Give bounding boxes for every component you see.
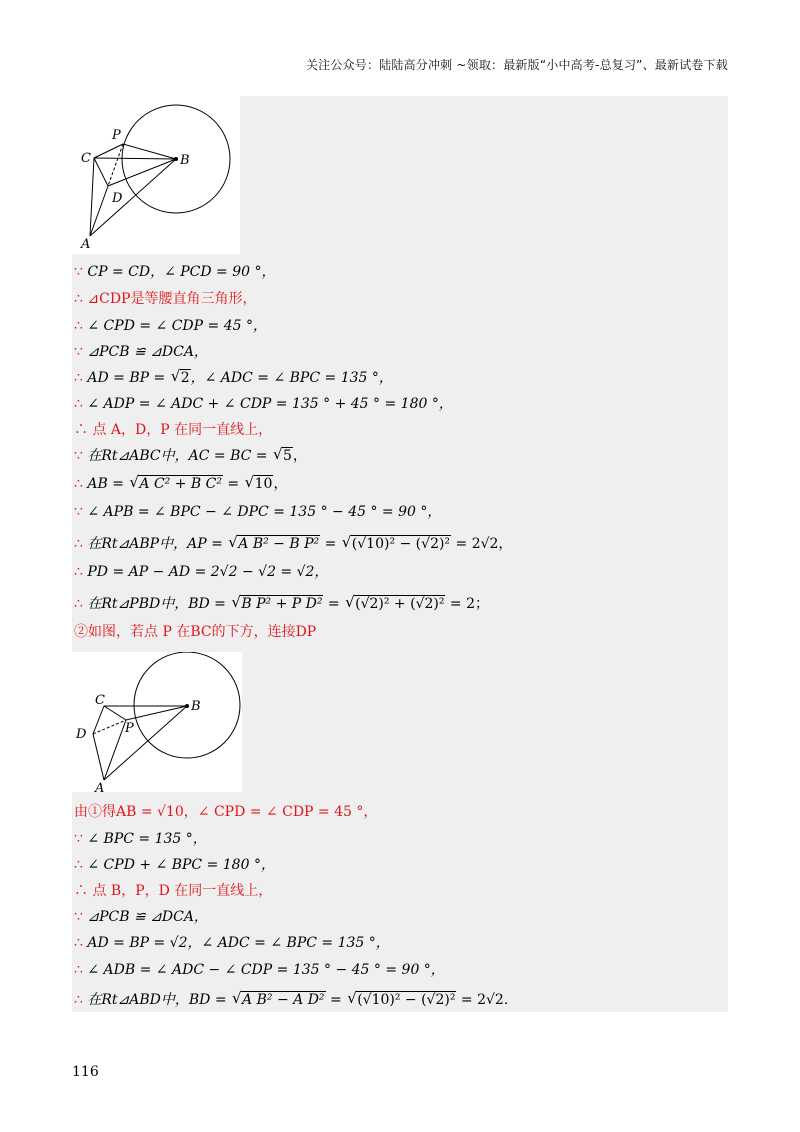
line-14: ②如图，若点 P 在BC的下方，连接DP — [74, 624, 317, 640]
line-2: ∴ ⊿CDP是等腰直角三角形， — [74, 291, 257, 307]
line-6: ∴ ∠ ADP = ∠ ADC + ∠ CDP = 135 ° + 45 ° = 180 °， — [74, 396, 453, 412]
line-12: ∴ PD = AP − AD = 2√2 − √2 = √2， — [74, 564, 329, 580]
geometry-diagram-2 — [72, 652, 242, 792]
line-21: ∴ ∠ ADB = ∠ ADC − ∠ CDP = 135 ° − 45 ° = 90 °， — [74, 962, 445, 978]
line-17: ∴ ∠ CPD + ∠ BPC = 180 °， — [74, 857, 275, 873]
line-8: ∵ 在Rt⊿ABC中，AC = BC = √ 5， — [74, 445, 307, 464]
line-9: ∴ AB = √ A C² + B C² = √ 10， — [74, 473, 288, 492]
label-D: D — [112, 191, 123, 206]
figure-2 — [72, 652, 242, 792]
line-22: ∴ 在Rt⊿ABD中，BD = √ A B² − A D² = √ (√10)² − (√2)² = 2√2. — [74, 989, 509, 1008]
label-P: P — [112, 128, 121, 143]
line-19: ∵ ⊿PCB ≌ ⊿DCA， — [74, 909, 208, 925]
line-3: ∴ ∠ CPD = ∠ CDP = 45 °， — [74, 318, 267, 334]
line-18: ∴ 点 B，P，D 在同一直线上， — [74, 883, 273, 899]
line-13: ∴ 在Rt⊿PBD中，BD = √ B P² + P D² = √ (√2)² + (√2)² = 2； — [74, 593, 490, 612]
line-15: 由①得AB = √10，∠ CPD = ∠ CDP = 45 °， — [74, 804, 378, 820]
line-11: ∴ 在Rt⊿ABP中，AP = √ A B² − B P² = √ (√10)² − (√2)² = 2√2， — [74, 533, 513, 552]
solution-block — [72, 96, 728, 1012]
line-4: ∵ ⊿PCB ≌ ⊿DCA， — [74, 344, 208, 360]
label-C: C — [95, 693, 105, 708]
label-D: D — [76, 727, 87, 742]
page-number: 116 — [72, 1064, 99, 1080]
line-10: ∵ ∠ APB = ∠ BPC − ∠ DPC = 135 ° − 45 ° = 90 °， — [74, 504, 442, 520]
label-B: B — [191, 699, 201, 714]
label-C: C — [81, 151, 91, 166]
line-5: ∴ AD = BP = √ 2，∠ ADC = ∠ BPC = 135 °， — [74, 367, 393, 386]
page-header: 关注公众号：陆陆高分冲刺 ~领取：最新版“小中高考-总复习”、最新试卷下载 — [305, 58, 728, 72]
geometry-diagram-1 — [72, 96, 240, 254]
label-B: B — [180, 153, 190, 168]
label-A: A — [95, 781, 105, 792]
line-1: ∵ CP = CD，∠ PCD = 90 °， — [74, 264, 276, 280]
line-16: ∵ ∠ BPC = 135 °， — [74, 831, 207, 847]
label-P: P — [125, 721, 134, 736]
line-20: ∴ AD = BP = √2，∠ ADC = ∠ BPC = 135 °， — [74, 935, 390, 951]
label-A: A — [81, 237, 91, 252]
figure-1 — [72, 96, 240, 254]
line-7: ∴ 点 A，D，P 在同一直线上， — [74, 422, 273, 438]
